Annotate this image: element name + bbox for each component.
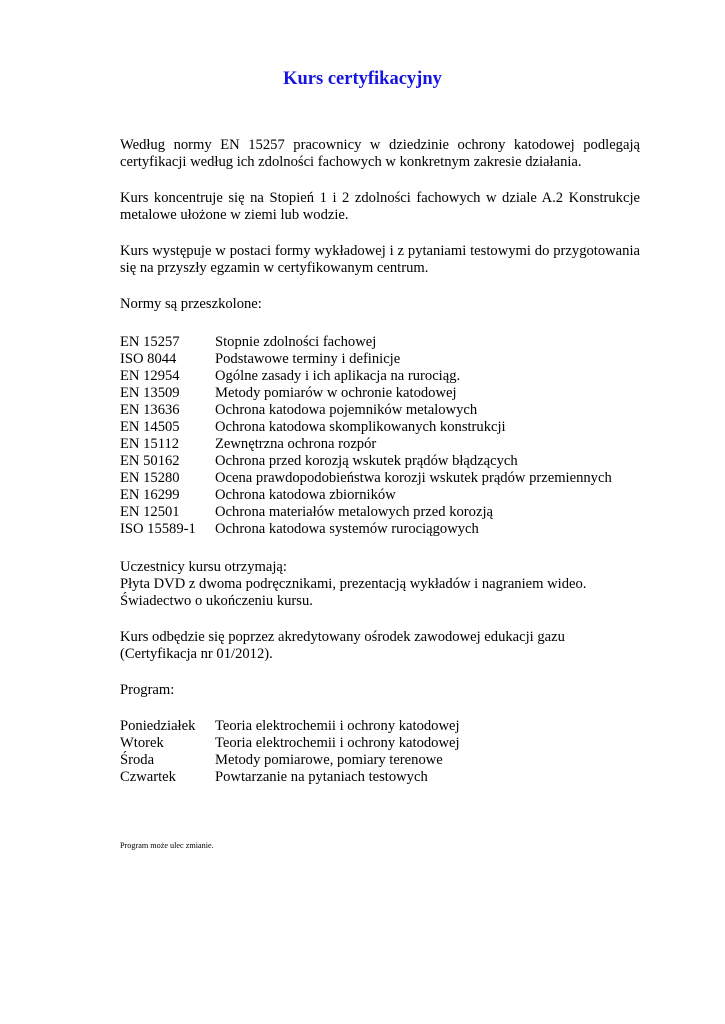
norm-row [120,402,640,419]
norm-row [120,385,640,402]
norm-description: Ochrona przed korozją wskutek prądów błądzących [215,453,518,469]
norm-row [120,436,640,453]
norm-description: Stopnie zdolności fachowej [215,334,377,350]
accreditation-line: Kurs odbędzie się poprzez akredytowany ośrodek zawodowej edukacji gazu [120,629,565,645]
program-topic: Teoria elektrochemii i ochrony katodowej [215,718,460,734]
norm-row [120,521,640,538]
norm-code: EN 14505 [120,419,180,435]
norm-row [120,453,640,470]
intro-paragraph-3: Kurs występuje w postaci formy wykładowej i z pytaniami testowymi do przygotowania się na przyszły egzamin w certyfikowanym centrum. [120,243,640,276]
norm-code: EN 13636 [120,402,180,418]
norm-code: EN 50162 [120,453,180,469]
norm-code: EN 12954 [120,368,180,384]
page-title: Kurs certyfikacyjny [283,69,442,89]
norm-code: EN 12501 [120,504,180,520]
participants-item: Płyta DVD z dwoma podręcznikami, prezentacją wykładów i nagraniem wideo. [120,576,587,592]
document-body [120,137,640,786]
intro-paragraph-2: Kurs koncentruje się na Stopień 1 i 2 zdolności fachowych w dziale A.2 Konstrukcje metalowe ułożone w ziemi lub wodzie. [120,190,640,223]
program-list [120,718,640,786]
norm-code: ISO 15589-1 [120,521,196,537]
norm-row [120,470,640,487]
participants-item: Świadectwo o ukończeniu kursu. [120,593,313,609]
program-day: Poniedziałek [120,718,196,734]
program-topic: Teoria elektrochemii i ochrony katodowej [215,735,460,751]
program-row [120,769,640,786]
norms-intro: Normy są przeszkolone: [120,296,262,312]
norm-description: Podstawowe terminy i definicje [215,351,401,367]
norm-row [120,368,640,385]
participants-section [120,559,640,610]
norm-row [120,504,640,521]
program-topic: Metody pomiarowe, pomiary terenowe [215,752,443,768]
participants-heading: Uczestnicy kursu otrzymają: [120,559,287,575]
norm-code: EN 15280 [120,470,180,486]
norm-row [120,351,640,368]
footnote: Program może ulec zmianie. [120,841,214,850]
accreditation-section [120,629,640,663]
program-heading: Program: [120,682,175,698]
norm-row [120,419,640,436]
norm-row [120,487,640,504]
norm-code: EN 15112 [120,436,180,452]
norm-code: EN 13509 [120,385,180,401]
norm-description: Zewnętrzna ochrona rozpór [215,436,377,452]
program-day: Wtorek [120,735,164,751]
program-row [120,752,640,769]
program-day: Czwartek [120,769,176,785]
program-row [120,735,640,752]
norm-code: EN 16299 [120,487,180,503]
program-row [120,718,640,735]
intro-paragraph-1: Według normy EN 15257 pracownicy w dziedzinie ochrony katodowej podlegają certyfikacji według ich zdolności fachowych w konkretnym zakresie działania. [120,137,640,170]
norm-description: Ocena prawdopodobieństwa korozji wskutek prądów przemiennych [215,470,612,486]
program-topic: Powtarzanie na pytaniach testowych [215,769,428,785]
norm-description: Ochrona materiałów metalowych przed korozją [215,504,493,520]
norm-description: Ogólne zasady i ich aplikacja na rurociąg. [215,368,461,384]
norm-description: Ochrona katodowa systemów rurociągowych [215,521,479,537]
norm-code: ISO 8044 [120,351,177,367]
norm-description: Ochrona katodowa zbiorników [215,487,396,503]
norms-list [120,334,640,538]
accreditation-line: (Certyfikacja nr 01/2012). [120,646,273,662]
norm-row [120,334,640,351]
norm-description: Ochrona katodowa pojemników metalowych [215,402,478,418]
norm-code: EN 15257 [120,334,180,350]
norm-description: Ochrona katodowa skomplikowanych konstrukcji [215,419,506,435]
program-day: Środa [120,752,155,768]
norm-description: Metody pomiarów w ochronie katodowej [215,385,457,401]
